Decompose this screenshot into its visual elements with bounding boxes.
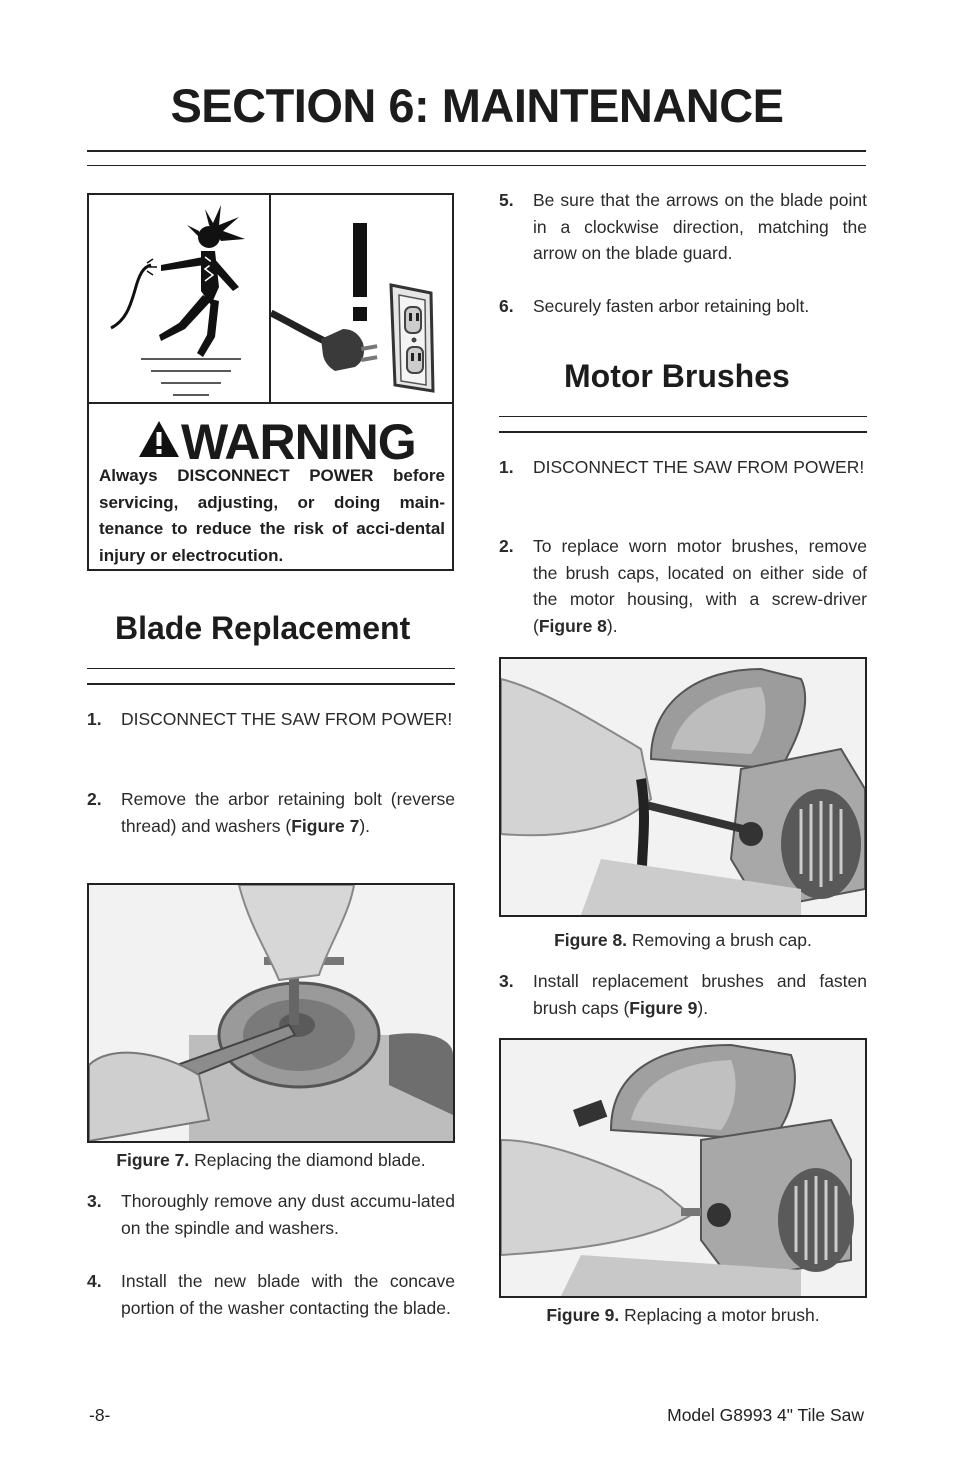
blade-replacement-heading: Blade Replacement [115, 610, 411, 646]
blade-step-1 [87, 706, 455, 733]
blade-step-6 [499, 293, 867, 320]
step-text: Be sure that the arrows on the blade point in a clockwise direction, matching the arrow on the blade guard. [533, 190, 867, 263]
page-number: -8- [89, 1405, 111, 1425]
figure-reference: Figure 8 [538, 615, 607, 636]
brush-cap-photo [501, 659, 865, 915]
step-number: 4. [87, 1271, 102, 1291]
motor-brushes-heading: Motor Brushes [564, 358, 790, 394]
step-text-part: ). [606, 615, 618, 636]
motor-step-1 [499, 454, 867, 481]
step-text: Securely fasten arbor retaining bolt. [533, 296, 810, 316]
page-title: SECTION 6: MAINTENANCE [170, 79, 784, 132]
blade-step-5 [499, 187, 867, 267]
step-text-part: To replace worn motor brushes, remove the brush caps, located on either side of the motor housing, with a screw-driver ( [533, 536, 867, 636]
figure-7-caption [87, 1150, 455, 1171]
step-number: 5. [499, 190, 514, 210]
step-number: 6. [499, 296, 514, 316]
plug-outlet-icon [271, 195, 452, 402]
step-number: 2. [87, 789, 102, 809]
step-text: DISCONNECT THE SAW FROM POWER! [121, 709, 453, 729]
motor-rule-bottom [499, 431, 867, 433]
step-text: DISCONNECT THE SAW FROM POWER! [533, 457, 865, 477]
step-number: 3. [499, 971, 514, 991]
caption-text: Removing a brush cap. [627, 930, 812, 950]
blade-step-3 [87, 1188, 455, 1241]
figure-label: Figure 8. [554, 930, 628, 950]
warning-heading: WARNING [181, 414, 416, 470]
figure-reference: Figure 9 [629, 997, 698, 1018]
figure-reference: Figure 7 [291, 815, 360, 836]
step-number: 1. [87, 709, 102, 729]
figure-label: Figure 9. [546, 1305, 620, 1325]
motor-step-3 [499, 968, 867, 1021]
blade-step-4 [87, 1268, 455, 1321]
step-number: 1. [499, 457, 514, 477]
step-text-part: ). [697, 997, 709, 1018]
figure-7-photo [87, 883, 455, 1143]
motor-brush-photo [501, 1040, 865, 1296]
step-number: 2. [499, 536, 514, 556]
disconnect-plug-figure [271, 195, 452, 402]
title-rule-top [87, 150, 866, 152]
figure-label: Figure 7. [116, 1150, 190, 1170]
figure-9-caption [499, 1305, 867, 1326]
step-text [533, 533, 867, 639]
warning-box [87, 193, 454, 571]
motor-step-2 [499, 533, 867, 639]
model-name: Model G8993 4" Tile Saw [667, 1405, 864, 1425]
electrocution-icon [89, 195, 269, 402]
blade-step-2 [87, 786, 455, 839]
warning-text: Always DISCONNECT POWER before servicing, adjusting, or doing main-tenance to reduce the risk of acci-dental injury or electrocution. [99, 466, 445, 565]
blade-rule-top [87, 668, 455, 669]
figure-8-photo [499, 657, 867, 917]
title-rule-bottom [87, 165, 866, 166]
blade-replacement-photo [89, 885, 453, 1141]
figure-8-caption [499, 930, 867, 951]
step-text: Thoroughly remove any dust accumu-lated on the spindle and washers. [121, 1191, 455, 1238]
step-text-part: Remove the arbor retaining bolt (reverse thread) and washers ( [121, 789, 455, 836]
step-text [121, 786, 455, 839]
step-text [533, 968, 867, 1021]
step-text-part: ). [359, 815, 371, 836]
warning-divider [89, 402, 452, 404]
step-text: Install the new blade with the concave portion of the washer contacting the blade. [121, 1271, 455, 1318]
step-number: 3. [87, 1191, 102, 1211]
motor-rule-top [499, 416, 867, 417]
figure-9-photo [499, 1038, 867, 1298]
caption-text: Replacing a motor brush. [619, 1305, 820, 1325]
blade-rule-bottom [87, 683, 455, 685]
warning-triangle-icon [137, 419, 181, 459]
step-text-part: Install replacement brushes and fasten brush caps ( [533, 971, 867, 1018]
electrocution-figure [89, 195, 271, 402]
caption-text: Replacing the diamond blade. [189, 1150, 426, 1170]
